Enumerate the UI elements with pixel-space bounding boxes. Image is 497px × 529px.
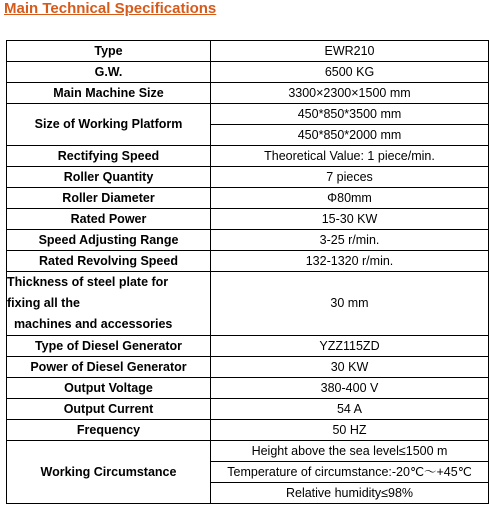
spec-label: Type of Diesel Generator (7, 336, 211, 357)
spec-label: Size of Working Platform (7, 104, 211, 146)
spec-value: Φ80mm (211, 188, 489, 209)
table-row (7, 209, 489, 230)
table-row (7, 357, 489, 378)
table-row (7, 104, 489, 125)
spec-value: 380-400 V (211, 378, 489, 399)
spec-value: Height above the sea level≤1500 m (211, 441, 489, 462)
table-row (7, 441, 489, 462)
spec-label: Roller Diameter (7, 188, 211, 209)
spec-value: 450*850*2000 mm (211, 125, 489, 146)
spec-table (6, 40, 489, 504)
table-row (7, 251, 489, 272)
spec-value: 7 pieces (211, 167, 489, 188)
spec-label-line: Thickness of steel plate for (7, 275, 169, 289)
table-row (7, 41, 489, 62)
spec-label: Rated Revolving Speed (7, 251, 211, 272)
spec-value: 54 A (211, 399, 489, 420)
spec-label: Working Circumstance (7, 441, 211, 504)
table-row (7, 83, 489, 104)
spec-value: 50 HZ (211, 420, 489, 441)
spec-label-line: fixing all the (7, 296, 80, 310)
spec-label: Output Current (7, 399, 211, 420)
spec-value: 132-1320 r/min. (211, 251, 489, 272)
spec-label-line: machines and accessories (7, 317, 173, 331)
spec-value: 3-25 r/min. (211, 230, 489, 251)
table-row (7, 146, 489, 167)
spec-value: 30 mm (211, 272, 489, 336)
spec-value: 3300×2300×1500 mm (211, 83, 489, 104)
table-row (7, 336, 489, 357)
spec-label: Frequency (7, 420, 211, 441)
spec-value: 6500 KG (211, 62, 489, 83)
table-row (7, 420, 489, 441)
spec-value: YZZ115ZD (211, 336, 489, 357)
spec-label: Main Machine Size (7, 83, 211, 104)
table-row (7, 230, 489, 251)
spec-value: 30 KW (211, 357, 489, 378)
table-row (7, 378, 489, 399)
spec-label: Output Voltage (7, 378, 211, 399)
table-row (7, 62, 489, 83)
spec-label: G.W. (7, 62, 211, 83)
spec-label: Rectifying Speed (7, 146, 211, 167)
spec-label: Roller Quantity (7, 167, 211, 188)
spec-label (7, 272, 211, 336)
spec-label: Speed Adjusting Range (7, 230, 211, 251)
spec-value: 15-30 KW (211, 209, 489, 230)
spec-value: Temperature of circumstance:-20℃～+45℃ (211, 462, 489, 483)
table-row (7, 188, 489, 209)
spec-value: Relative humidity≤98% (211, 483, 489, 504)
spec-label: Type (7, 41, 211, 62)
spec-value: EWR210 (211, 41, 489, 62)
spec-label: Power of Diesel Generator (7, 357, 211, 378)
table-row (7, 399, 489, 420)
table-row (7, 272, 489, 336)
spec-value: 450*850*3500 mm (211, 104, 489, 125)
table-row (7, 167, 489, 188)
page-title: Main Technical Specifications (4, 0, 217, 17)
spec-value: Theoretical Value: 1 piece/min. (211, 146, 489, 167)
spec-label: Rated Power (7, 209, 211, 230)
